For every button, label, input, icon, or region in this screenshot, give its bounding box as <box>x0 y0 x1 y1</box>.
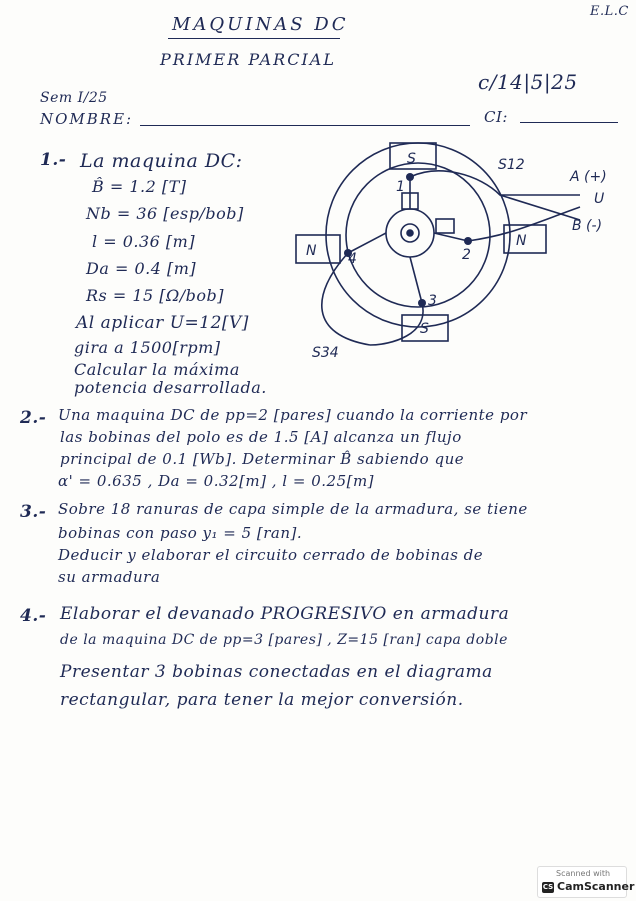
problem4-line3: Presentar 3 bobinas conectadas en el diagrama <box>60 662 493 682</box>
problem1-intro: La maquina DC: <box>80 150 243 172</box>
name-label: NOMBRE: <box>40 110 134 128</box>
camscanner-logo-icon: CS <box>542 883 554 891</box>
terminal-u-label: U <box>594 191 605 207</box>
shaft <box>407 230 413 236</box>
problem1-nb: Nb = 36 [esp/bob] <box>86 204 244 223</box>
problem4-number: 4.- <box>20 606 47 626</box>
brush-2-label: 2 <box>462 247 471 263</box>
initials: E.L.C <box>590 4 629 19</box>
s12-label: S12 <box>498 157 525 173</box>
problem1-line3: Calcular la máxima <box>74 360 240 379</box>
brush-1-label: 1 <box>396 179 405 195</box>
problem1-line2: gira a 1500[rpm] <box>74 338 221 357</box>
pole-left-label: N <box>306 243 317 259</box>
ci-label: CI: <box>484 108 508 126</box>
badge-name: CamScanner <box>557 880 635 893</box>
problem1-b: B̂ = 1.2 [T] <box>92 177 187 196</box>
problem3-line3: Deducir y elaborar el circuito cerrado de bobinas de <box>58 546 484 564</box>
pole-bottom-label: S <box>420 321 429 337</box>
exam-date: c/14|5|25 <box>478 70 578 94</box>
problem4-line1: Elaborar el devanado PROGRESIVO en armadura <box>60 604 510 624</box>
pole-top-label: S <box>407 151 416 167</box>
problem3-line4: su armadura <box>58 568 161 586</box>
camscanner-badge <box>537 866 635 898</box>
problem1-l: l = 0.36 [m] <box>92 232 196 251</box>
problem2-line3: principal de 0.1 [Wb]. Determinar B̂ sabiendo que <box>60 450 465 468</box>
problem4-line2: de la maquina DC de pp=3 [pares] , Z=15 [ran] capa doble <box>60 632 508 648</box>
problem2-line1: Una maquina DC de pp=2 [pares] cuando la corriente por <box>58 406 528 424</box>
brush-3-label: 3 <box>428 293 437 309</box>
problem2-line2: las bobinas del polo es de 1.5 [A] alcanza un flujo <box>60 428 462 446</box>
problem1-line4: potencia desarrollada. <box>74 378 267 397</box>
problem3-number: 3.- <box>20 502 47 522</box>
semester: Sem I/25 <box>40 90 108 106</box>
problem3-line1: Sobre 18 ranuras de capa simple de la armadura, se tiene <box>58 500 528 518</box>
problem1-line1: Al aplicar U=12[V] <box>76 313 249 333</box>
pole-left-rect <box>296 235 340 263</box>
name-line <box>140 125 470 126</box>
problem1-rs: Rs = 15 [Ω/bob] <box>86 286 225 305</box>
ci-line <box>520 122 618 123</box>
terminal-a-label: A (+) <box>570 169 607 185</box>
exam-subtitle: PRIMER PARCIAL <box>160 50 336 69</box>
terminal-b-label: B (-) <box>572 218 603 234</box>
title-underline <box>168 38 340 39</box>
problem3-line2: bobinas con paso y₁ = 5 [ran]. <box>58 524 303 542</box>
exam-title: MAQUINAS DC <box>172 14 349 35</box>
badge-top-text: Scanned with <box>556 869 611 878</box>
problem4-line4: rectangular, para tener la mejor conversión. <box>60 690 464 710</box>
problem2-number: 2.- <box>20 408 47 428</box>
brush-4-label: 4 <box>348 251 357 267</box>
pole-right-label: N <box>516 233 527 249</box>
s34-label: S34 <box>312 345 339 361</box>
dc-machine-diagram <box>290 135 620 370</box>
problem1-da: Da = 0.4 [m] <box>86 259 197 278</box>
problem1-number: 1.- <box>40 150 67 170</box>
problem2-line4: α' = 0.635 , Da = 0.32[m] , l = 0.25[m] <box>58 472 375 490</box>
